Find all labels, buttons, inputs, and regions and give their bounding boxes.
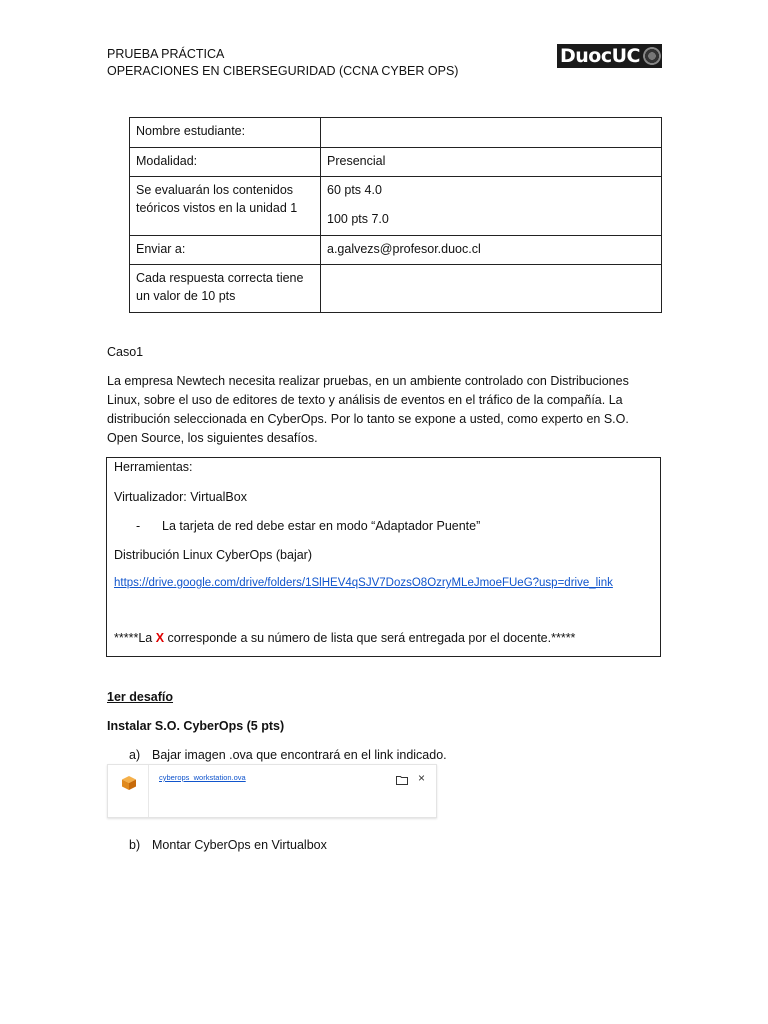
header-subtitle: OPERACIONES EN CIBERSEGURIDAD (CCNA CYBER OPS) [107,64,459,78]
item-b-text: Montar CyberOps en Virtualbox [152,838,327,852]
case-paragraph: La empresa Newtech necesita realizar pruebas, en un ambiente controlado con Distribuciones Linux, sobre el uso de editores de texto y análisis de eventos en el tráfico de la compañía. La distribución seleccionada en CyberOps. Por lo tanto se expone a usted, como experto en S.O. Open Source, los siguientes desafíos. [107,374,629,445]
header-title: PRUEBA PRÁCTICA [107,47,225,61]
note-x: X [155,631,165,645]
score-line: 60 pts 4.0 [327,183,382,197]
download-item[interactable] [107,764,437,818]
bullet-dash: - [136,519,141,533]
table-row [130,265,662,313]
table-cell-value [321,118,662,148]
table-cell-value: Presencial [321,148,662,177]
document-header [107,46,458,80]
score-line: 100 pts 7.0 [327,212,389,226]
table-cell-label: Cada respuesta correcta tiene un valor de 10 pts [130,265,321,313]
package-icon [121,775,137,791]
table-cell-label: Se evaluarán los contenidos teóricos vistos en la unidad 1 [130,177,321,236]
seal-icon [643,47,661,65]
folder-icon[interactable] [396,775,408,785]
item-a-text: Bajar imagen .ova que encontrará en el link indicado. [152,748,447,762]
table-row [130,236,662,265]
challenge-subheading: Instalar S.O. CyberOps (5 pts) [107,719,285,733]
challenge-heading: 1er desafío [107,690,174,704]
info-table [129,117,662,313]
table-cell-value [321,177,662,236]
table-row [130,148,662,177]
table-cell-label: Modalidad: [130,148,321,177]
virtualizer-text: Virtualizador: VirtualBox [114,490,247,504]
email-value: a.galvezs@profesor.duoc.cl [321,236,662,265]
note-suffix: corresponde a su número de lista que será entregada por el docente.***** [164,631,576,645]
note-prefix: *****La [114,631,156,645]
close-icon[interactable]: × [418,771,426,785]
logo-text: DuocUC [560,45,640,67]
table-row [130,177,662,236]
tools-title: Herramientas: [114,460,193,474]
distro-text: Distribución Linux CyberOps (bajar) [114,548,312,562]
table-row [130,118,662,148]
tools-box [106,457,661,657]
list-number-note [114,629,575,647]
divider [148,765,149,817]
case-title: Caso1 [107,345,144,359]
table-cell-label: Nombre estudiante: [130,118,321,148]
item-b-marker: b) [129,838,141,852]
item-a-marker: a) [129,748,141,762]
drive-link[interactable]: https://drive.google.com/drive/folders/1SlHEV4qSJV7DozsO8OzryMLeJmoeFUeG?usp=drive_link [114,577,613,589]
table-cell-label: Enviar a: [130,236,321,265]
network-adapter-note: La tarjeta de red debe estar en modo “Adaptador Puente” [162,519,481,533]
table-cell-value [321,265,662,313]
duocuc-logo [557,44,662,68]
download-file-name[interactable]: cyberops_workstation.ova [159,773,246,782]
